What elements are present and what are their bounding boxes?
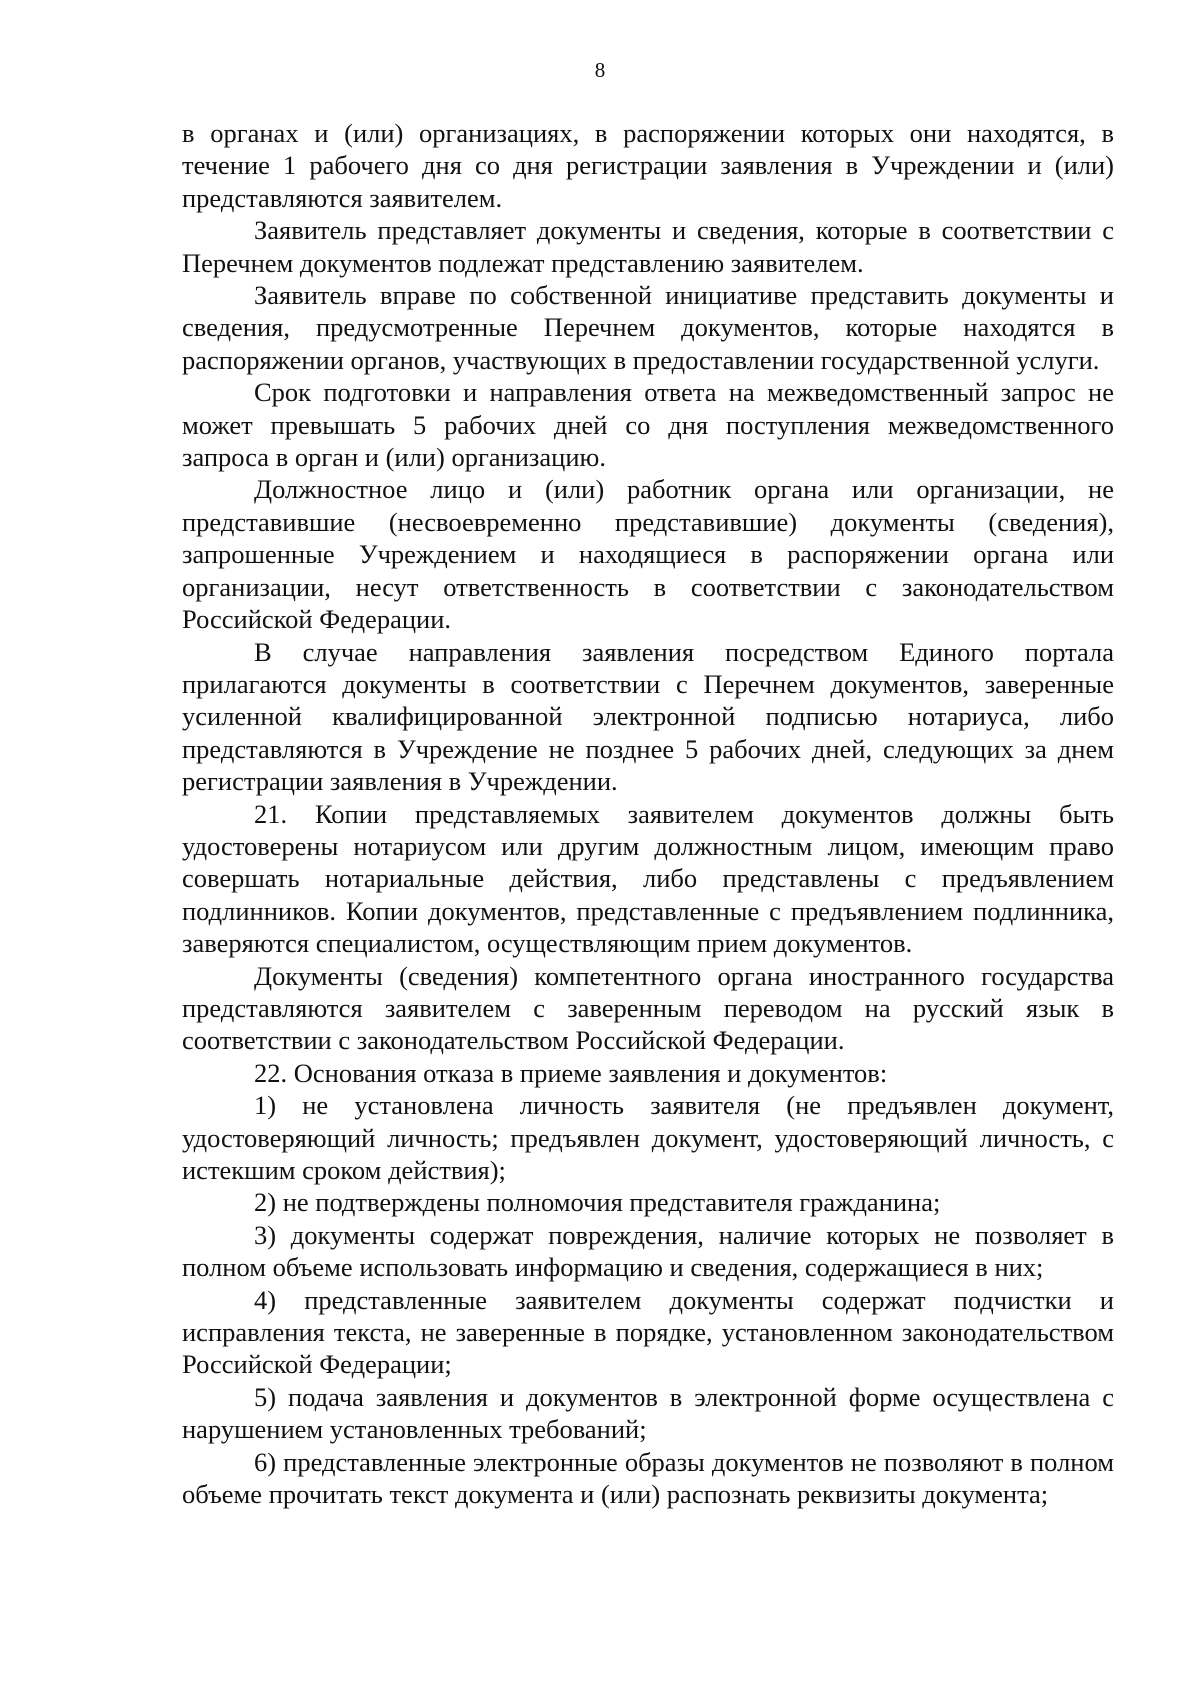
paragraph-official-liability: Должностное лицо и (или) работник органа или организации, не представившие (несвоевременно представившие) документы (сведения), запрошенные Учреждением и находящиеся в распоряжении органа или организации, несут ответственность в соответствии с законодательством Российской Федерации.	[182, 474, 1114, 635]
list-item-2: 2) не подтверждены полномочия представителя гражданина;	[254, 1187, 941, 1218]
document-body	[182, 117, 1114, 1510]
page-number: 8	[594, 58, 606, 82]
list-item-3: 3) документы содержат повреждения, наличие которых не позволяет в полном объеме использовать информацию и сведения, содержащиеся в них;	[182, 1219, 1114, 1283]
paragraph-unified-portal: В случае направления заявления посредством Единого портала прилагаются документы в соответствии с Перечнем документов, заверенные усиленной квалифицированной электронной подписью нотариуса, либо представляются в Учреждение не позднее 5 рабочих дней, следующих за днем регистрации заявления в Учреждении.	[182, 636, 1114, 797]
list-item-6: 6) представленные электронные образы документов не позволяют в полном объеме прочитать текст документа и (или) распознать реквизиты документа;	[182, 1446, 1114, 1510]
paragraph-item-21: 21. Копии представляемых заявителем документов должны быть удостоверены нотариусом или другим должностным лицом, имеющим право совершать нотариальные действия, либо представлены с предъявлением подлинников. Копии документов, представленные с предъявлением подлинника, заверяются специалистом, осуществляющим прием документов.	[182, 798, 1114, 959]
paragraph-item-22: 22. Основания отказа в приеме заявления и документов:	[254, 1057, 888, 1088]
paragraph-applicant-submits: Заявитель представляет документы и сведения, которые в соответствии с Перечнем документов подлежат представлению заявителем.	[182, 215, 1114, 278]
list-item-5: 5) подача заявления и документов в электронной форме осуществлена с нарушением установленных требований;	[182, 1381, 1114, 1445]
list-item-1: 1) не установлена личность заявителя (не предъявлен документ, удостоверяющий личность; предъявлен документ, удостоверяющий личность, с истекшим сроком действия);	[182, 1090, 1114, 1185]
paragraph-continuation: в органах и (или) организациях, в распоряжении которых они находятся, в течение 1 рабочего дня со дня регистрации заявления в Учреждении и (или) представляются заявителем.	[182, 118, 1114, 213]
list-item-4: 4) представленные заявителем документы содержат подчистки и исправления текста, не заверенные в порядке, установленном законодательством Российской Федерации;	[182, 1284, 1114, 1380]
paragraph-response-deadline: Срок подготовки и направления ответа на межведомственный запрос не может превышать 5 рабочих дней со дня поступления межведомственного запроса в орган и (или) организацию.	[182, 377, 1114, 473]
paragraph-foreign-documents: Документы (сведения) компетентного органа иностранного государства представляются заявителем с заверенным переводом на русский язык в соответствии с законодательством Российской Федерации.	[182, 960, 1114, 1056]
paragraph-applicant-right: Заявитель вправе по собственной инициативе представить документы и сведения, предусмотренные Перечнем документов, которые находятся в распоряжении органов, участвующих в предоставлении государственной услуги.	[182, 280, 1114, 375]
